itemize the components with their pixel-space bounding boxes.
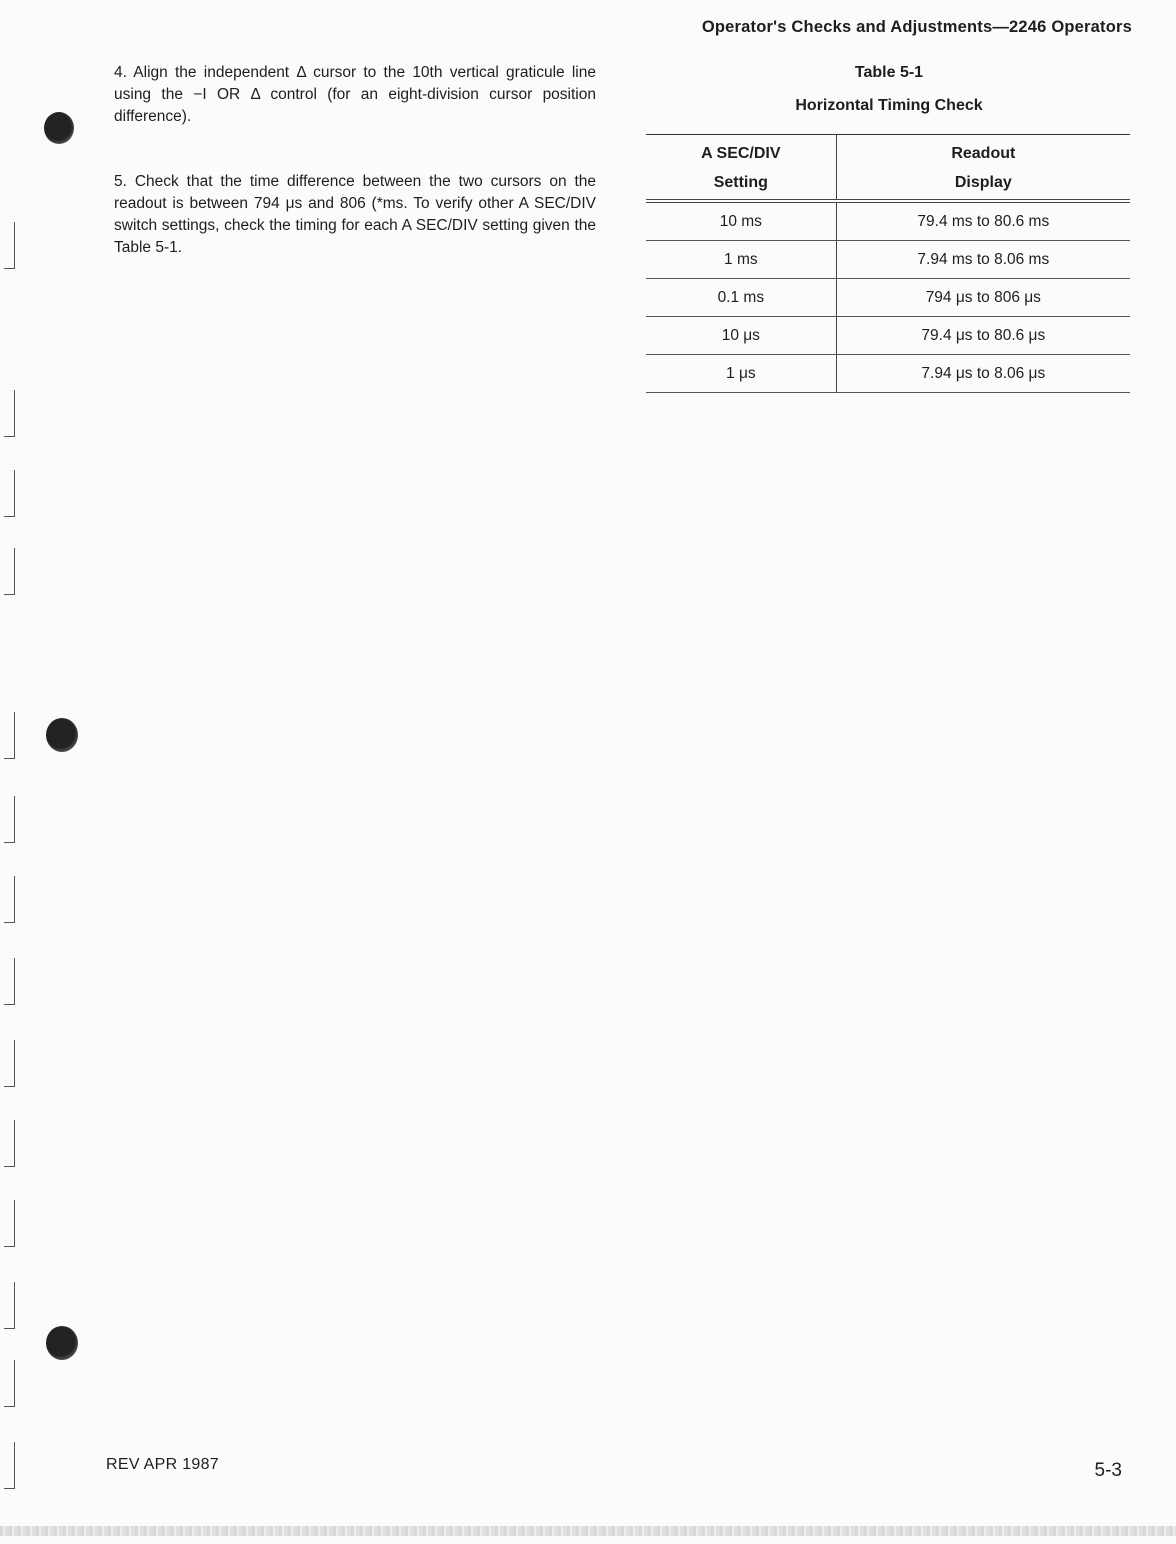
setting-cell: 0.1 ms — [646, 279, 836, 317]
punch-hole-icon — [46, 1326, 78, 1360]
column-header-line: A SEC/DIV — [701, 145, 781, 162]
column-header-line: Display — [954, 174, 1012, 191]
table-number: Table 5-1 — [854, 64, 924, 81]
timing-check-table — [646, 134, 1130, 393]
binding-bracket — [4, 876, 15, 923]
table-header-row — [646, 135, 1130, 202]
column-header-readout — [836, 135, 1130, 202]
binding-bracket — [4, 1442, 15, 1489]
binding-bracket — [4, 470, 15, 517]
table-row — [646, 201, 1130, 241]
scan-edge-strip — [0, 1526, 1176, 1536]
readout-cell: 794 μs to 806 μs — [925, 288, 1041, 306]
revision-date: REV APR 1987 — [106, 1456, 219, 1473]
readout-cell: 79.4 μs to 80.6 μs — [921, 326, 1046, 344]
readout-cell: 7.94 μs to 8.06 μs — [921, 364, 1046, 382]
step-4-text: 4. Align the independent Δ cursor to the 10th vertical graticule line using the −I OR Δ control (for an eight-division cursor position difference). — [114, 64, 596, 125]
binding-bracket — [4, 548, 15, 595]
table-row — [646, 355, 1130, 393]
column-header-setting — [646, 135, 836, 202]
page-header: Operator's Checks and Adjustments—2246 Operators — [701, 18, 1132, 36]
readout-cell: 7.94 ms to 8.06 ms — [917, 250, 1050, 268]
binding-bracket — [4, 390, 15, 437]
readout-cell: 79.4 ms to 80.6 ms — [917, 212, 1050, 230]
binding-edge — [0, 0, 30, 1544]
binding-bracket — [4, 1120, 15, 1167]
setting-cell: 10 μs — [646, 317, 836, 355]
setting-cell: 1 μs — [646, 355, 836, 393]
column-header-line: Readout — [951, 145, 1016, 162]
setting-cell: 10 ms — [646, 201, 836, 241]
binding-bracket — [4, 1360, 15, 1407]
binding-bracket — [4, 222, 15, 269]
punch-hole-icon — [44, 112, 74, 144]
setting-cell: 1 ms — [646, 241, 836, 279]
binding-bracket — [4, 712, 15, 759]
step-5-text: 5. Check that the time difference between the two cursors on the readout is between 794 μs and 806 (*ms. To verify other A SEC/DIV switch settings, check the timing for each A SEC/DIV setting given the Table 5-1. — [114, 173, 596, 256]
binding-bracket — [4, 796, 15, 843]
binding-bracket — [4, 1200, 15, 1247]
binding-bracket — [4, 1040, 15, 1087]
table-row — [646, 317, 1130, 355]
table-row — [646, 279, 1130, 317]
binding-bracket — [4, 1282, 15, 1329]
page-number: 5-3 — [1094, 1460, 1122, 1481]
column-header-line: Setting — [713, 174, 768, 191]
table-title: Horizontal Timing Check — [795, 97, 983, 114]
binding-bracket — [4, 958, 15, 1005]
table-row — [646, 241, 1130, 279]
punch-hole-icon — [46, 718, 78, 752]
